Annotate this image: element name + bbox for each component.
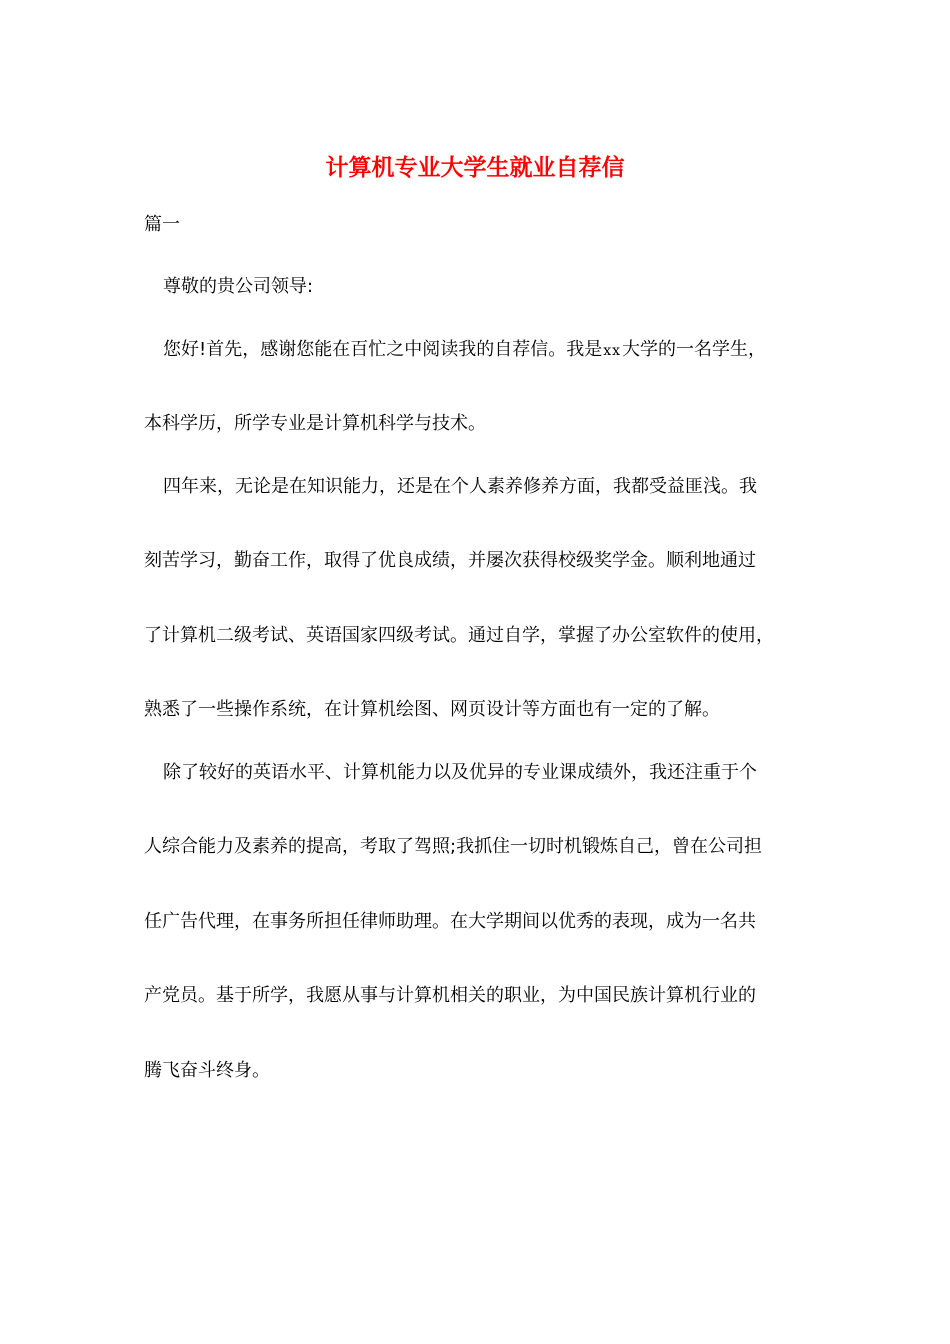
paragraph-1-line-1 xyxy=(163,336,833,365)
document-title: 计算机专业大学生就业自荐信 xyxy=(325,155,625,181)
paragraph-2-line-2: 刻苦学习，勤奋工作，取得了优良成绩，并屡次获得校级奖学金。顺利地通过 xyxy=(144,550,756,571)
paragraph-3-line-2: 人综合能力及素养的提高，考取了驾照;我抓住一切时机锻炼自己，曾在公司担 xyxy=(144,836,763,857)
paragraph-3-line-1: 除了较好的英语水平、计算机能力以及优异的专业课成绩外，我还注重于个 xyxy=(163,762,757,783)
section-label: 篇一 xyxy=(144,214,180,235)
paragraph-1-line-2: 本科学历，所学专业是计算机科学与技术。 xyxy=(144,413,486,434)
paragraph-1-text-b: 大学的一名学生， xyxy=(622,339,767,360)
paragraph-2-line-1: 四年来，无论是在知识能力，还是在个人素养修养方面，我都受益匪浅。我 xyxy=(163,476,757,497)
paragraph-3-line-3: 任广告代理，在事务所担任律师助理。在大学期间以优秀的表现，成为一名共 xyxy=(144,911,756,932)
paragraph-3-line-5: 腾飞奋斗终身。 xyxy=(144,1060,270,1081)
paragraph-1-text-a: 您好!首先，感谢您能在百忙之中阅读我的自荐信。我是 xyxy=(163,339,603,360)
paragraph-3-line-4: 产党员。基于所学，我愿从事与计算机相关的职业，为中国民族计算机行业的 xyxy=(144,985,756,1006)
paragraph-2-line-4: 熟悉了一些操作系统，在计算机绘图、网页设计等方面也有一定的了解。 xyxy=(144,699,720,720)
school-placeholder: xx xyxy=(603,343,622,359)
paragraph-2-line-3: 了计算机二级考试、英语国家四级考试。通过自学，掌握了办公室软件的使用， xyxy=(144,625,774,646)
salutation: 尊敬的贵公司领导: xyxy=(163,276,314,297)
